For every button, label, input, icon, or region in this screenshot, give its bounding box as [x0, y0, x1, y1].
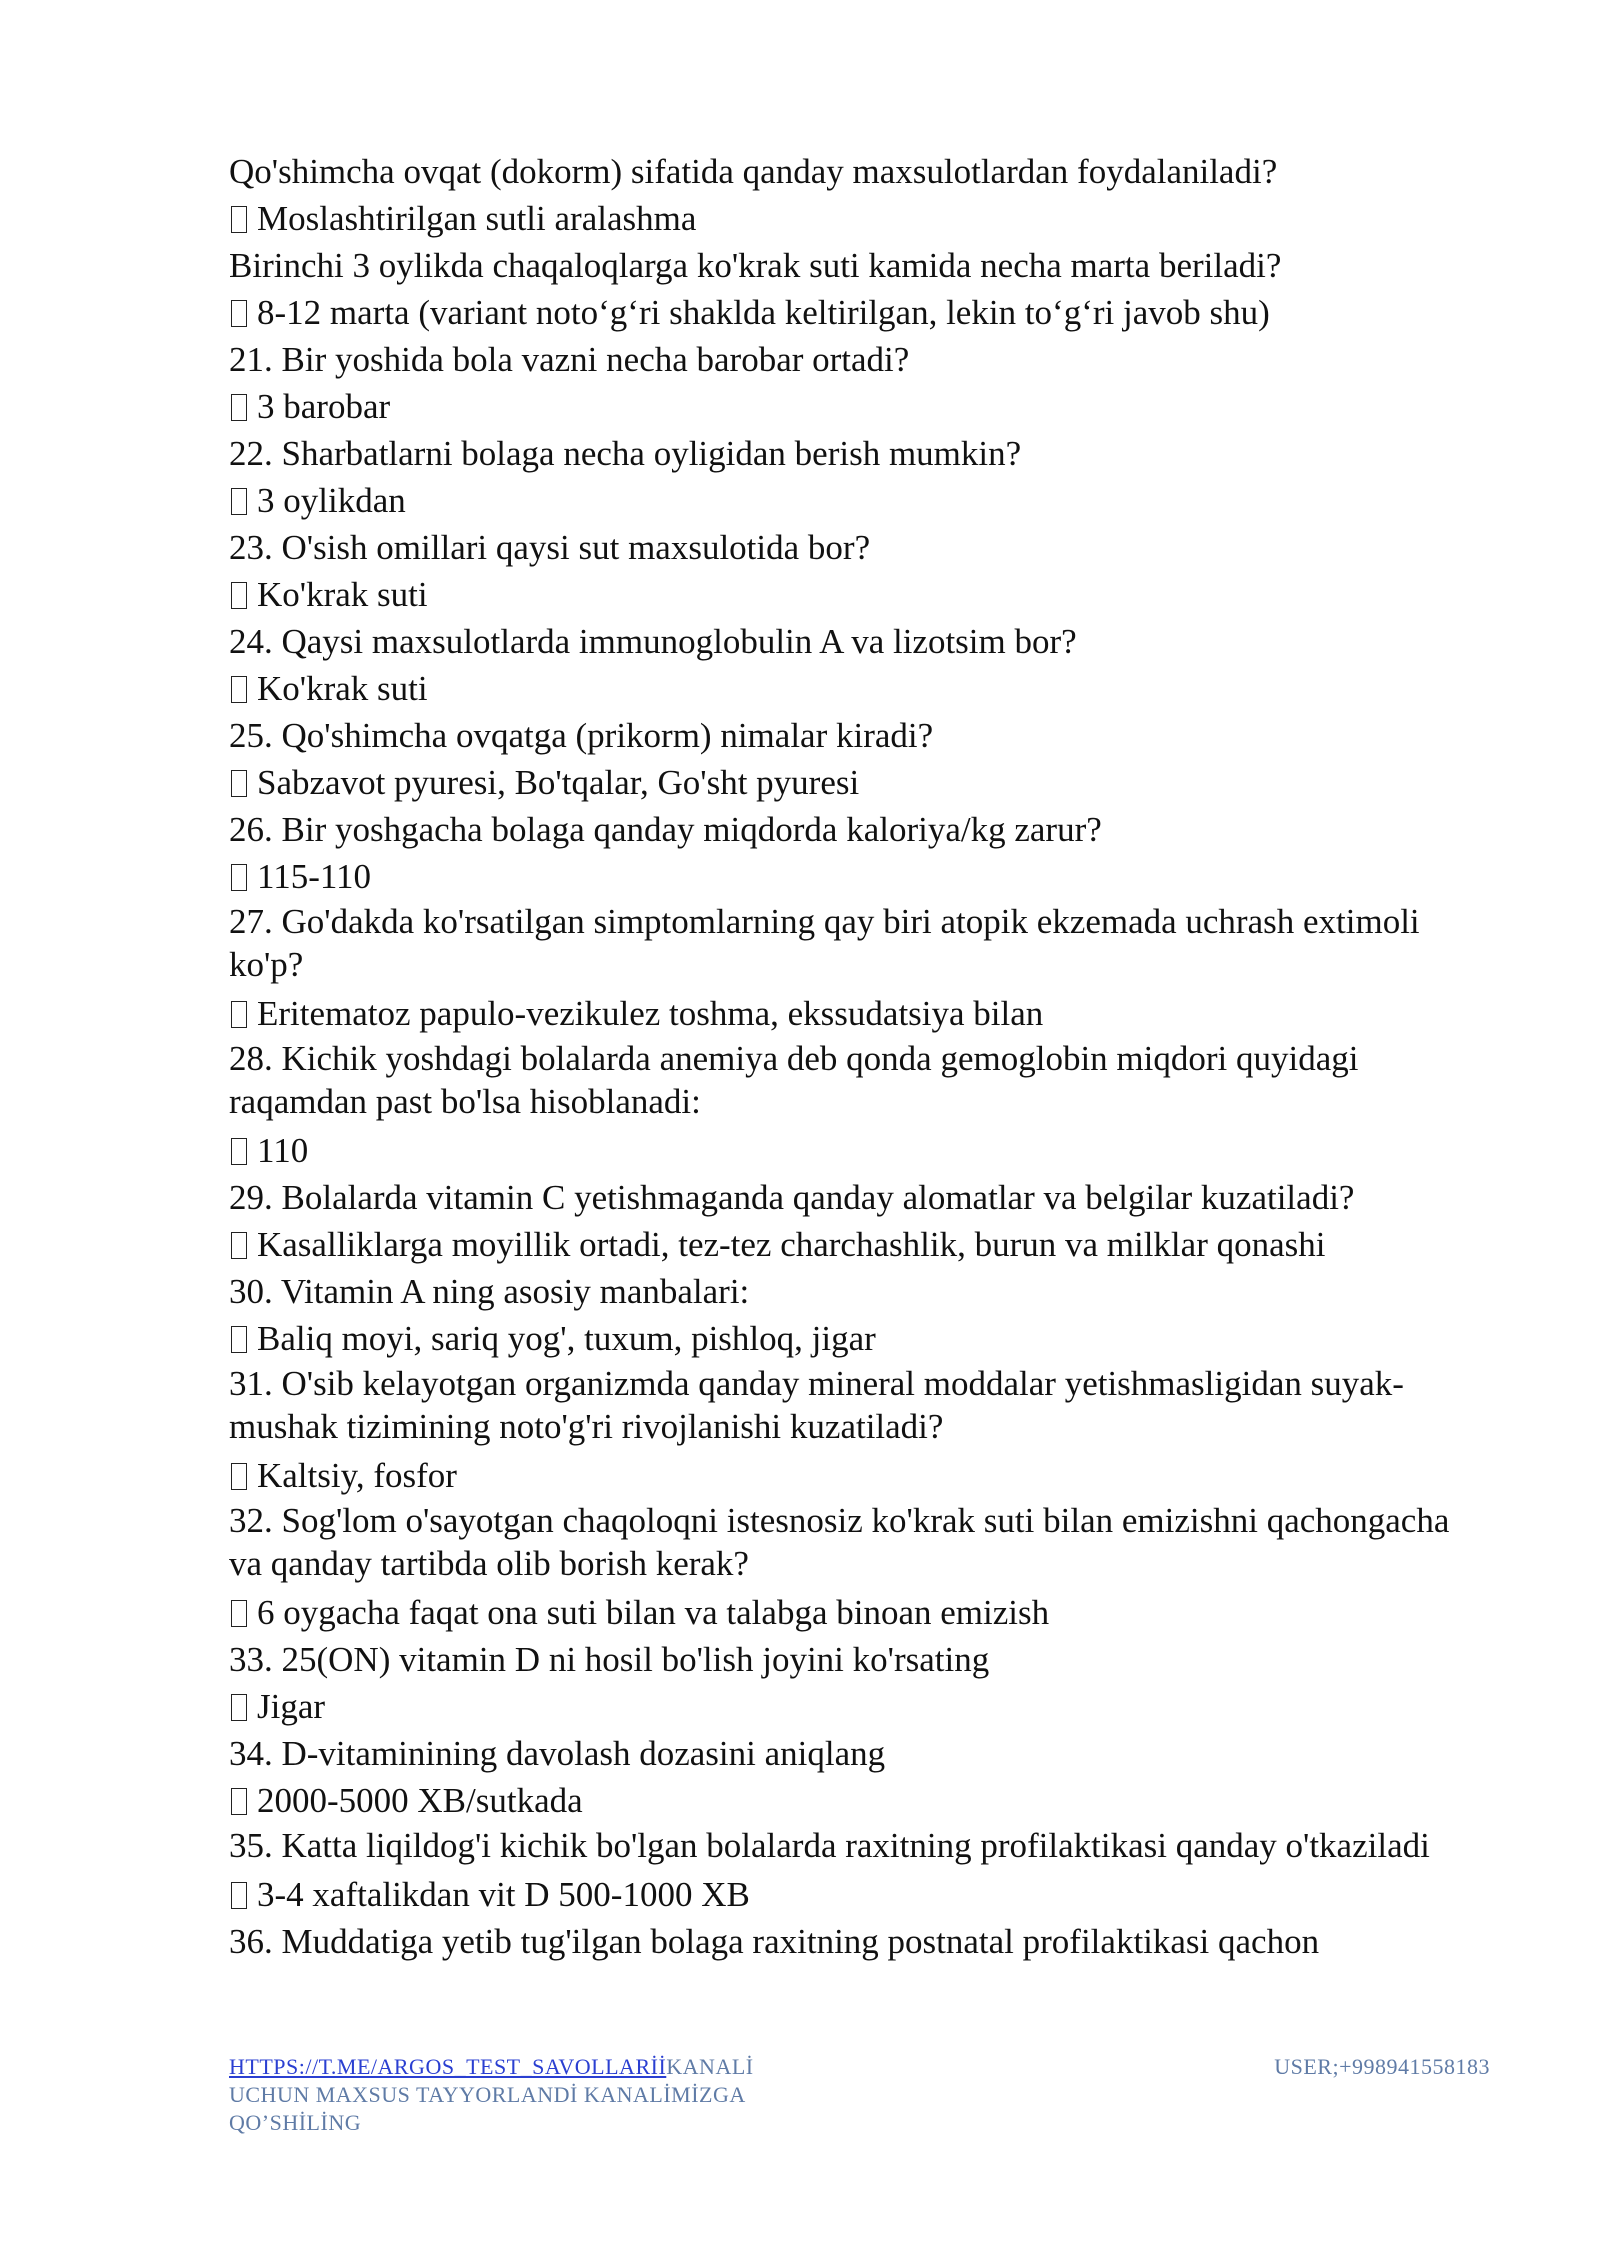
answer-line — [229, 195, 1459, 242]
question-line — [229, 1918, 1459, 1965]
line-text: 115-110 — [257, 857, 372, 896]
answer-line — [229, 1221, 1459, 1268]
question-line — [229, 900, 1459, 986]
answer-line — [229, 1871, 1459, 1918]
answer-line — [229, 665, 1459, 712]
question-line — [229, 1824, 1459, 1867]
checkbox-icon — [231, 864, 247, 891]
checkbox-icon — [231, 582, 247, 609]
answer-line — [229, 571, 1459, 618]
line-text: 32. Sog'lom o'sayotgan chaqoloqni istesnosiz ko'krak suti bilan emizishni qachongacha va qanday tartibda olib borish kerak? — [229, 1501, 1450, 1583]
line-text: 31. O'sib kelayotgan organizmda qanday mineral moddalar yetishmasligidan suyak-mushak tizimining noto'g'ri rivojlanishi kuzatiladi? — [229, 1364, 1404, 1446]
line-text: 8-12 marta (variant noto‘g‘ri shaklda keltirilgan, lekin to‘g‘ri javob shu) — [257, 293, 1270, 332]
line-text: Eritematoz papulo-vezikulez toshma, ekssudatsiya bilan — [257, 994, 1044, 1033]
line-text: 28. Kichik yoshdagi bolalarda anemiya deb qonda gemoglobin miqdori quyidagi raqamdan past bo'lsa hisoblanadi: — [229, 1039, 1359, 1121]
footer-user-contact: USER;+998941558183 — [1274, 2054, 1490, 2079]
answer-line — [229, 289, 1459, 336]
checkbox-icon — [231, 394, 247, 421]
question-line — [229, 806, 1459, 853]
line-text: 3 barobar — [257, 387, 391, 426]
line-text: 24. Qaysi maxsulotlarda immunoglobulin A va lizotsim bor? — [229, 622, 1077, 661]
question-line — [229, 1037, 1459, 1123]
answer-line — [229, 383, 1459, 430]
question-line — [229, 242, 1459, 289]
checkbox-icon — [231, 1001, 247, 1028]
line-text: 29. Bolalarda vitamin C yetishmaganda qanday alomatlar va belgilar kuzatiladi? — [229, 1178, 1355, 1217]
checkbox-icon — [231, 1463, 247, 1490]
line-text: 25. Qo'shimcha ovqatga (prikorm) nimalar kiradi? — [229, 716, 934, 755]
line-text: 26. Bir yoshgacha bolaga qanday miqdorda kaloriya/kg zarur? — [229, 810, 1102, 849]
checkbox-icon — [231, 1694, 247, 1721]
checkbox-icon — [231, 1232, 247, 1259]
question-line — [229, 1730, 1459, 1777]
line-text: Qo'shimcha ovqat (dokorm) sifatida qanday maxsulotlardan foydalaniladi? — [229, 152, 1278, 191]
question-line — [229, 1362, 1459, 1448]
line-text: Birinchi 3 oylikda chaqaloqlarga ko'krak suti kamida necha marta beriladi? — [229, 246, 1282, 285]
question-line — [229, 148, 1459, 195]
question-line — [229, 336, 1459, 383]
checkbox-icon — [231, 1788, 247, 1815]
answer-line — [229, 1127, 1459, 1174]
answer-line — [229, 1777, 1459, 1824]
line-text: 6 oygacha faqat ona suti bilan va talabga binoan emizish — [257, 1593, 1050, 1632]
answer-line — [229, 1589, 1459, 1636]
checkbox-icon — [231, 300, 247, 327]
line-text: Kasalliklarga moyillik ortadi, tez-tez charchashlik, burun va milklar qonashi — [257, 1225, 1326, 1264]
checkbox-icon — [231, 206, 247, 233]
question-line — [229, 1174, 1459, 1221]
line-text: 35. Katta liqildog'i kichik bo'lgan bolalarda raxitning profilaktikasi qanday o'tkaziladi — [229, 1826, 1430, 1865]
answer-line — [229, 1315, 1459, 1362]
document-body — [229, 148, 1459, 1965]
question-line — [229, 712, 1459, 759]
checkbox-icon — [231, 676, 247, 703]
checkbox-icon — [231, 1882, 247, 1909]
question-line — [229, 1268, 1459, 1315]
line-text: 27. Go'dakda ko'rsatilgan simptomlarning qay biri atopik ekzemada uchrash extimoli ko'p? — [229, 902, 1420, 984]
answer-line — [229, 1452, 1459, 1499]
answer-line — [229, 759, 1459, 806]
line-text: 3 oylikdan — [257, 481, 406, 520]
line-text: Ko'krak suti — [257, 575, 428, 614]
answer-line — [229, 853, 1459, 900]
footer-channel-note — [229, 2053, 829, 2137]
line-text: 21. Bir yoshida bola vazni necha barobar ortadi? — [229, 340, 910, 379]
answer-line — [229, 477, 1459, 524]
line-text: 30. Vitamin A ning asosiy manbalari: — [229, 1272, 750, 1311]
line-text: 2000-5000 XB/sutkada — [257, 1781, 583, 1820]
question-line — [229, 1636, 1459, 1683]
line-text: 36. Muddatiga yetib tug'ilgan bolaga raxitning postnatal profilaktikasi qachon — [229, 1922, 1320, 1961]
checkbox-icon — [231, 488, 247, 515]
question-line — [229, 1499, 1459, 1585]
line-text: Jigar — [257, 1687, 326, 1726]
channel-link[interactable]: HTTPS://T.ME/ARGOS_TEST_SAVOLLARİİ — [229, 2054, 667, 2079]
answer-line — [229, 990, 1459, 1037]
line-text: Baliq moyi, sariq yog', tuxum, pishloq, jigar — [257, 1319, 876, 1358]
line-text: 110 — [257, 1131, 309, 1170]
line-text: 22. Sharbatlarni bolaga necha oyligidan berish mumkin? — [229, 434, 1022, 473]
footer-channel-text: KANALİ UCHUN MAXSUS TAYYORLANDİ KANALİMİZGA QO’SHİLİNG — [229, 2054, 754, 2135]
checkbox-icon — [231, 770, 247, 797]
line-text: Moslashtirilgan sutli aralashma — [257, 199, 697, 238]
line-text: 34. D-vitaminining davolash dozasini aniqlang — [229, 1734, 886, 1773]
line-text: 23. O'sish omillari qaysi sut maxsulotida bor? — [229, 528, 871, 567]
question-line — [229, 430, 1459, 477]
line-text: Kaltsiy, fosfor — [257, 1456, 457, 1495]
checkbox-icon — [231, 1326, 247, 1353]
line-text: 33. 25(ON) vitamin D ni hosil bo'lish joyini ko'rsating — [229, 1640, 990, 1679]
question-line — [229, 524, 1459, 571]
checkbox-icon — [231, 1600, 247, 1627]
line-text: 3-4 xaftalikdan vit D 500-1000 XB — [257, 1875, 750, 1914]
checkbox-icon — [231, 1138, 247, 1165]
question-line — [229, 618, 1459, 665]
line-text: Sabzavot pyuresi, Bo'tqalar, Go'sht pyuresi — [257, 763, 860, 802]
line-text: Ko'krak suti — [257, 669, 428, 708]
answer-line — [229, 1683, 1459, 1730]
